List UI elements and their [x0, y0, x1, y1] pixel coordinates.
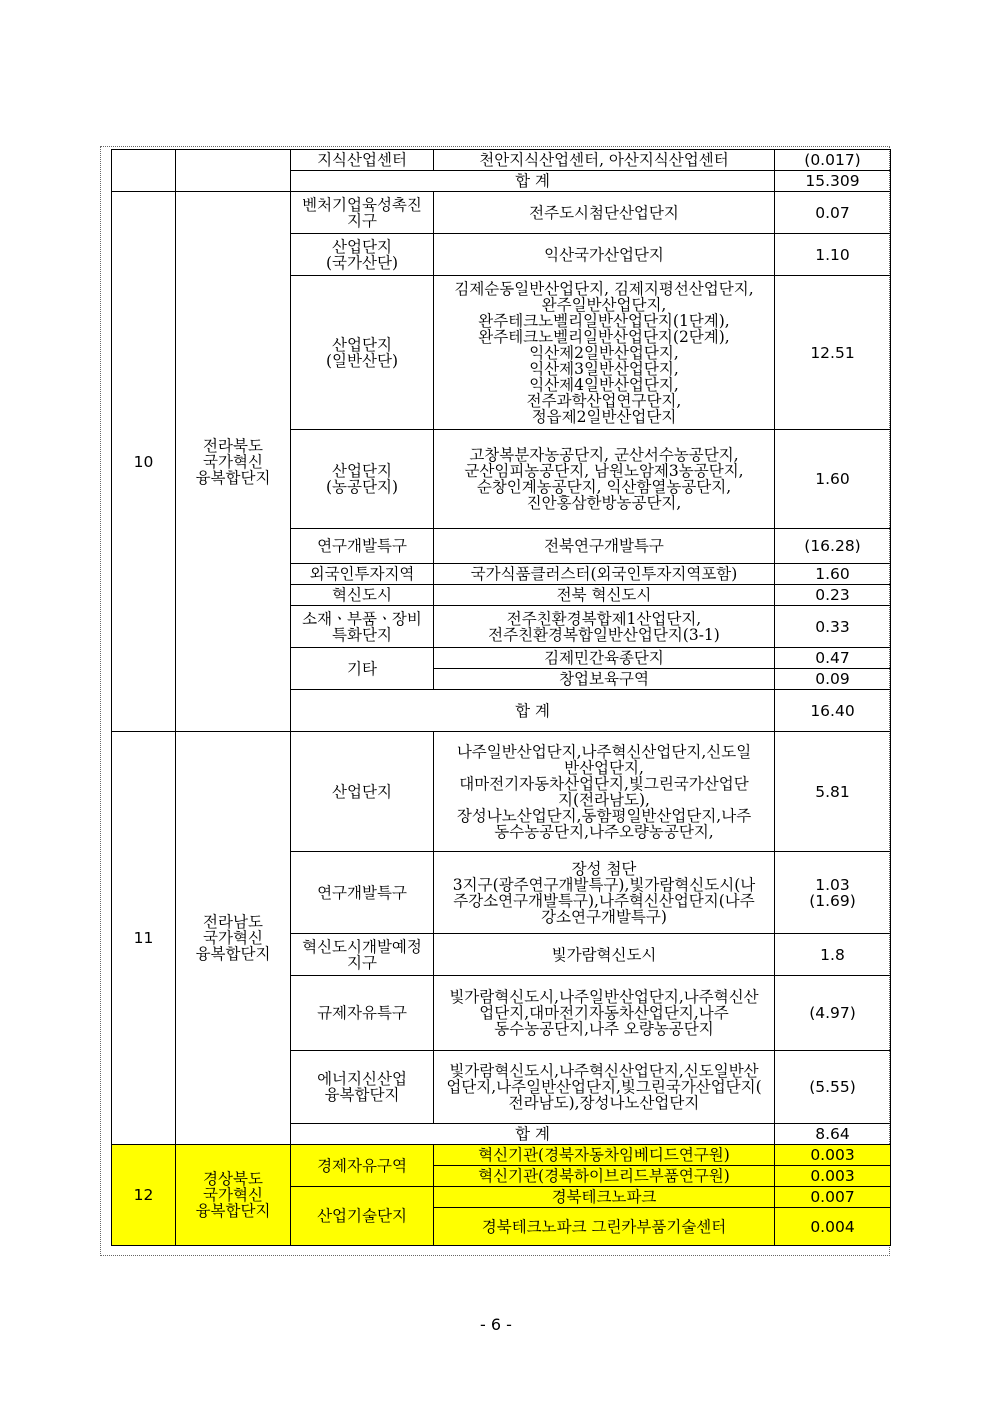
content-cell: 빛가람혁신도시 — [434, 934, 775, 976]
category-cell: 산업단지 (국가산단) — [291, 234, 434, 276]
region-number-cell: 10 — [112, 192, 176, 732]
content-cell: 창업보육구역 — [434, 669, 775, 690]
area-value-cell: 0.003 — [775, 1166, 891, 1187]
area-value-cell: 0.33 — [775, 606, 891, 648]
content-cell: 천안지식산업센터, 아산지식산업센터 — [434, 150, 775, 171]
area-value-cell: (4.97) — [775, 976, 891, 1051]
table-row — [112, 192, 891, 234]
category-cell: 경제자유구역 — [291, 1145, 434, 1187]
content-cell: 전주친환경복합제1산업단지, 전주친환경복합일반산업단지(3-1) — [434, 606, 775, 648]
content-cell: 혁신기관(경북자동차임베디드연구원) — [434, 1145, 775, 1166]
content-cell: 익산국가산업단지 — [434, 234, 775, 276]
area-value-cell: 0.007 — [775, 1187, 891, 1208]
content-cell: 전북 혁신도시 — [434, 585, 775, 606]
category-cell: 산업단지 — [291, 732, 434, 852]
category-cell: 산업기술단지 — [291, 1187, 434, 1246]
subtotal-label: 합 계 — [291, 171, 775, 192]
area-value-cell: (5.55) — [775, 1051, 891, 1124]
table-row-highlighted — [112, 1145, 891, 1166]
area-value-cell: 1.10 — [775, 234, 891, 276]
content-cell: 빛가람혁신도시,나주일반산업단지,나주혁신산 업단지,대마전기자동차산업단지,나주 동수농공단지,나주 오량농공단지 — [434, 976, 775, 1051]
content-cell: 혁신기관(경북하이브리드부품연구원) — [434, 1166, 775, 1187]
content-cell: 전주도시첨단산업단지 — [434, 192, 775, 234]
area-value-cell: 0.07 — [775, 192, 891, 234]
subtotal-label: 합 계 — [291, 1124, 775, 1145]
area-value-cell: (16.28) — [775, 529, 891, 564]
category-cell: 에너지신산업 융복합단지 — [291, 1051, 434, 1124]
content-cell: 김제순동일반산업단지, 김제지평선산업단지, 완주일반산업단지, 완주테크노벨리일반산업단지(1단계), 완주테크노벨리일반산업단지(2단계), 익산제2일반산업단지, 익산제3일반산업단지, 익산제4일반산업단지, 전주과학산업연구단지, 정읍제2일반산업단지 — [434, 276, 775, 430]
category-cell: 소재ㆍ부품ㆍ장비 특화단지 — [291, 606, 434, 648]
category-cell: 연구개발특구 — [291, 852, 434, 934]
page-number: - 6 - — [480, 1315, 512, 1334]
region-name-cell: 전라남도 국가혁신 융복합단지 — [176, 732, 291, 1145]
category-cell: 외국인투자지역 — [291, 564, 434, 585]
region-name-cell: 경상북도 국가혁신 융복합단지 — [176, 1145, 291, 1246]
area-value-cell: 1.8 — [775, 934, 891, 976]
content-cell: 김제민간육종단지 — [434, 648, 775, 669]
area-value-cell: 5.81 — [775, 732, 891, 852]
area-value-cell: 1.03 (1.69) — [775, 852, 891, 934]
content-cell: 장성 첨단 3지구(광주연구개발특구),빛가람혁신도시(나 주강소연구개발특구),나주혁신산업단지(나주 강소연구개발특구) — [434, 852, 775, 934]
content-cell: 국가식품클러스터(외국인투자지역포함) — [434, 564, 775, 585]
content-cell: 전북연구개발특구 — [434, 529, 775, 564]
area-value-cell: 0.47 — [775, 648, 891, 669]
table-row — [112, 150, 891, 171]
region-number-cell: 11 — [112, 732, 176, 1145]
region-number-cell — [112, 150, 176, 192]
region-name-cell — [176, 150, 291, 192]
subtotal-value: 8.64 — [775, 1124, 891, 1145]
category-cell: 규제자유특구 — [291, 976, 434, 1051]
region-name-cell: 전라북도 국가혁신 융복합단지 — [176, 192, 291, 732]
complex-area-table — [111, 149, 891, 1246]
area-value-cell: 0.23 — [775, 585, 891, 606]
table-row — [112, 732, 891, 852]
subtotal-value: 15.309 — [775, 171, 891, 192]
content-cell: 고창복분자농공단지, 군산서수농공단지, 군산임피농공단지, 남원노암제3농공단지, 순창인계농공단지, 익산함열농공단지, 진안홍삼한방농공단지, — [434, 430, 775, 529]
category-cell: 기타 — [291, 648, 434, 690]
region-number-cell: 12 — [112, 1145, 176, 1246]
area-value-cell: 0.003 — [775, 1145, 891, 1166]
category-cell: 연구개발특구 — [291, 529, 434, 564]
area-value-cell: 1.60 — [775, 430, 891, 529]
subtotal-label: 합 계 — [291, 690, 775, 732]
area-value-cell: 0.09 — [775, 669, 891, 690]
category-cell: 벤처기업육성촉진 지구 — [291, 192, 434, 234]
category-cell: 지식산업센터 — [291, 150, 434, 171]
area-value-cell: 1.60 — [775, 564, 891, 585]
area-value-cell: (0.017) — [775, 150, 891, 171]
content-cell: 경북테크노파크 그린카부품기술센터 — [434, 1208, 775, 1246]
category-cell: 혁신도시개발예정 지구 — [291, 934, 434, 976]
category-cell: 혁신도시 — [291, 585, 434, 606]
subtotal-value: 16.40 — [775, 690, 891, 732]
category-cell: 산업단지 (일반산단) — [291, 276, 434, 430]
category-cell: 산업단지 (농공단지) — [291, 430, 434, 529]
content-cell: 경북테크노파크 — [434, 1187, 775, 1208]
area-value-cell: 12.51 — [775, 276, 891, 430]
content-cell: 빛가람혁신도시,나주혁신산업단지,신도일반산 업단지,나주일반산업단지,빛그린국가산업단지( 전라남도),장성나노산업단지 — [434, 1051, 775, 1124]
area-value-cell: 0.004 — [775, 1208, 891, 1246]
content-cell: 나주일반산업단지,나주혁신산업단지,신도일 반산업단지, 대마전기자동차산업단지,빛그린국가산업단 지(전라남도), 장성나노산업단지,동함평일반산업단지,나주 동수농공단지,나주오량농공단지, — [434, 732, 775, 852]
